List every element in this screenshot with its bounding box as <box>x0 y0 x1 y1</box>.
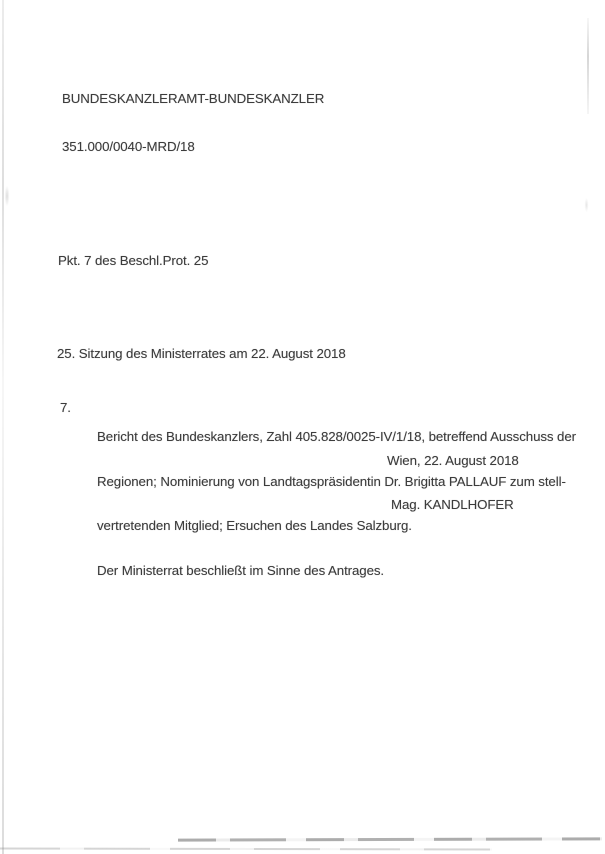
scan-artifact-bottom-streak-lower <box>0 847 492 850</box>
letterhead-file-number: 351.000/0040-MRD/18 <box>62 139 195 154</box>
scan-artifact-bottom-streak-upper <box>178 837 602 841</box>
session-title: 25. Sitzung des Ministerrates am 22. August 2018 <box>57 346 346 361</box>
signatory-name: Mag. KANDLHOFER <box>391 497 514 512</box>
agenda-item-line: Regionen; Nominierung von Landtagspräsidentin Dr. Brigitta PALLAUF zum stell- <box>97 473 566 489</box>
protocol-reference: Pkt. 7 des Beschl.Prot. 25 <box>58 253 209 268</box>
scan-artifact-left-smudge <box>4 183 10 209</box>
agenda-item-line: vertretenden Mitglied; Ersuchen des Landes Salzburg. <box>97 518 412 534</box>
agenda-item-line: Bericht des Bundeskanzlers, Zahl 405.828/0025-IV/1/18, betreffend Ausschuss der <box>97 428 576 444</box>
place-date-line: Wien, 22. August 2018 <box>387 453 519 468</box>
scan-artifact-left-edge-line <box>2 0 4 854</box>
scan-artifact-right-edge-line <box>587 18 589 114</box>
scan-artifact-right-smudge <box>584 196 589 214</box>
letterhead-office: BUNDESKANZLERAMT-BUNDESKANZLER <box>62 91 325 106</box>
agenda-item-line: Der Ministerrat beschließt im Sinne des Antrages. <box>97 562 385 578</box>
letterhead <box>62 59 324 187</box>
agenda-item-number: 7. <box>60 400 71 415</box>
